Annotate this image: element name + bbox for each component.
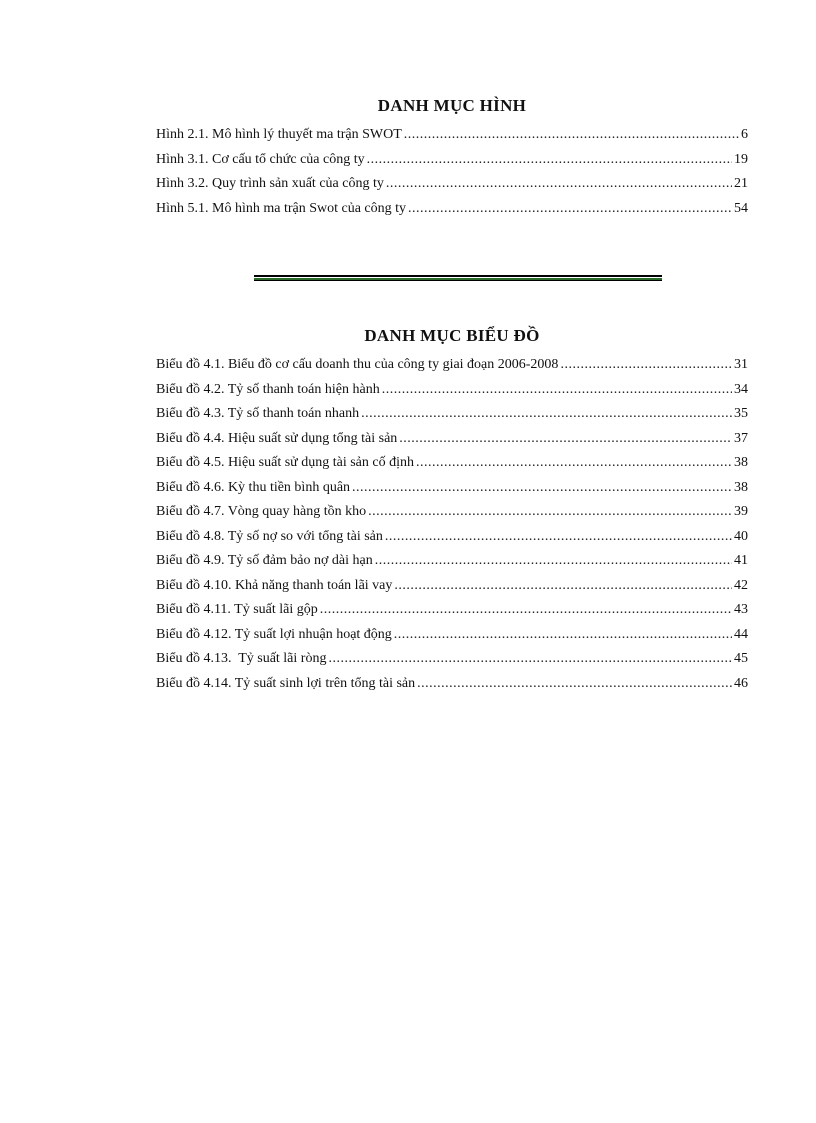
figures-section — [156, 95, 748, 221]
toc-entry-page: 37 — [734, 430, 748, 446]
toc-entry[interactable] — [156, 525, 748, 550]
toc-entry-text: Hình 5.1. Mô hình ma trận Swot của công ty — [156, 200, 407, 216]
section-divider — [254, 275, 662, 281]
toc-entry[interactable] — [156, 427, 748, 452]
toc-entry-text: Biểu đồ 4.1. Biểu đồ cơ cấu doanh thu của công ty giai đoạn 2006-2008 — [156, 357, 559, 372]
toc-entry[interactable] — [156, 672, 748, 697]
dot-leader — [368, 500, 732, 525]
toc-entry[interactable] — [156, 623, 748, 648]
toc-entry-page: 43 — [734, 602, 748, 617]
toc-entry-text: Hình 3.1. Cơ cấu tổ chức của công ty — [156, 151, 365, 167]
toc-entry[interactable] — [156, 197, 748, 222]
toc-entry[interactable] — [156, 123, 748, 148]
toc-entry-text: Biểu đồ 4.9. Tỷ số đảm bảo nợ dài hạn — [156, 553, 373, 568]
toc-entry-text: Biểu đồ 4.10. Khả năng thanh toán lãi vay — [156, 577, 393, 593]
toc-entry-page: 31 — [734, 357, 748, 372]
toc-entry[interactable] — [156, 402, 748, 427]
figures-list — [156, 123, 748, 221]
toc-entry-text: Biểu đồ 4.14. Tỷ suất sinh lợi trên tổng tài sản — [156, 675, 416, 691]
toc-entry[interactable] — [156, 574, 748, 599]
toc-entry-page: 44 — [734, 626, 748, 642]
toc-entry-text: Biểu đồ 4.12. Tỷ suất lợi nhuận hoạt động — [156, 626, 392, 642]
toc-entry-page: 40 — [734, 528, 748, 544]
toc-entry-text: Hình 2.1. Mô hình lý thuyết ma trận SWOT — [156, 127, 402, 142]
toc-entry-page: 38 — [734, 479, 748, 495]
toc-entry-text: Biểu đồ 4.4. Hiệu suất sử dụng tổng tài sản — [156, 430, 398, 446]
toc-entry-page: 45 — [734, 651, 748, 666]
toc-entry-text: Biểu đồ 4.11. Tỷ suất lãi gộp — [156, 602, 318, 617]
toc-entry-page: 42 — [734, 577, 748, 593]
toc-entry-page: 34 — [734, 381, 748, 397]
toc-entry-page: 39 — [734, 504, 748, 519]
dot-leader — [416, 451, 732, 476]
toc-entry-text: Hình 3.2. Quy trình sản xuất của công ty — [156, 176, 384, 191]
dot-leader — [394, 574, 732, 599]
toc-entry[interactable] — [156, 378, 748, 403]
toc-entry[interactable] — [156, 598, 748, 623]
toc-entry-text: Biểu đồ 4.5. Hiệu suất sử dụng tài sản cố định — [156, 455, 415, 470]
charts-list — [156, 353, 748, 696]
charts-section — [156, 325, 748, 696]
toc-entry-text: Biểu đồ 4.8. Tỷ số nợ so với tổng tài sản — [156, 528, 383, 544]
dot-leader — [560, 353, 732, 378]
toc-entry-page: 35 — [734, 406, 748, 421]
section-divider-accent — [254, 278, 662, 280]
toc-entry[interactable] — [156, 172, 748, 197]
toc-entry[interactable] — [156, 476, 748, 501]
dot-leader — [367, 148, 732, 173]
figures-title: DANH MỤC HÌNH — [377, 96, 527, 115]
toc-entry[interactable] — [156, 451, 748, 476]
toc-entry-text: Biểu đồ 4.3. Tỷ số thanh toán nhanh — [156, 406, 360, 421]
toc-entry-page: 38 — [734, 455, 748, 470]
toc-entry[interactable] — [156, 353, 748, 378]
toc-entry-page: 6 — [741, 127, 748, 142]
toc-entry-page: 54 — [734, 200, 748, 216]
toc-entry-text: Biểu đồ 4.2. Tỷ số thanh toán hiện hành — [156, 381, 380, 397]
dot-leader — [375, 549, 732, 574]
dot-leader — [417, 672, 732, 697]
dot-leader — [386, 172, 732, 197]
toc-entry[interactable] — [156, 549, 748, 574]
toc-entry-text: Biểu đồ 4.7. Vòng quay hàng tồn kho — [156, 504, 367, 519]
dot-leader — [328, 647, 732, 672]
dot-leader — [394, 623, 732, 648]
toc-entry-text: Biểu đồ 4.13. Tỷ suất lãi ròng — [156, 651, 327, 666]
dot-leader — [399, 427, 732, 452]
toc-entry-page: 41 — [734, 553, 748, 568]
dot-leader — [320, 598, 732, 623]
dot-leader — [352, 476, 732, 501]
dot-leader — [382, 378, 732, 403]
dot-leader — [361, 402, 732, 427]
dot-leader — [385, 525, 732, 550]
dot-leader — [408, 197, 732, 222]
toc-entry-page: 46 — [734, 675, 748, 691]
charts-title: DANH MỤC BIỂU ĐỒ — [364, 326, 540, 345]
toc-entry[interactable] — [156, 647, 748, 672]
toc-entry[interactable] — [156, 148, 748, 173]
toc-entry-page: 19 — [734, 151, 748, 167]
toc-entry-text: Biểu đồ 4.6. Kỳ thu tiền bình quân — [156, 479, 351, 495]
dot-leader — [404, 123, 739, 148]
toc-entry[interactable] — [156, 500, 748, 525]
toc-entry-page: 21 — [734, 176, 748, 191]
